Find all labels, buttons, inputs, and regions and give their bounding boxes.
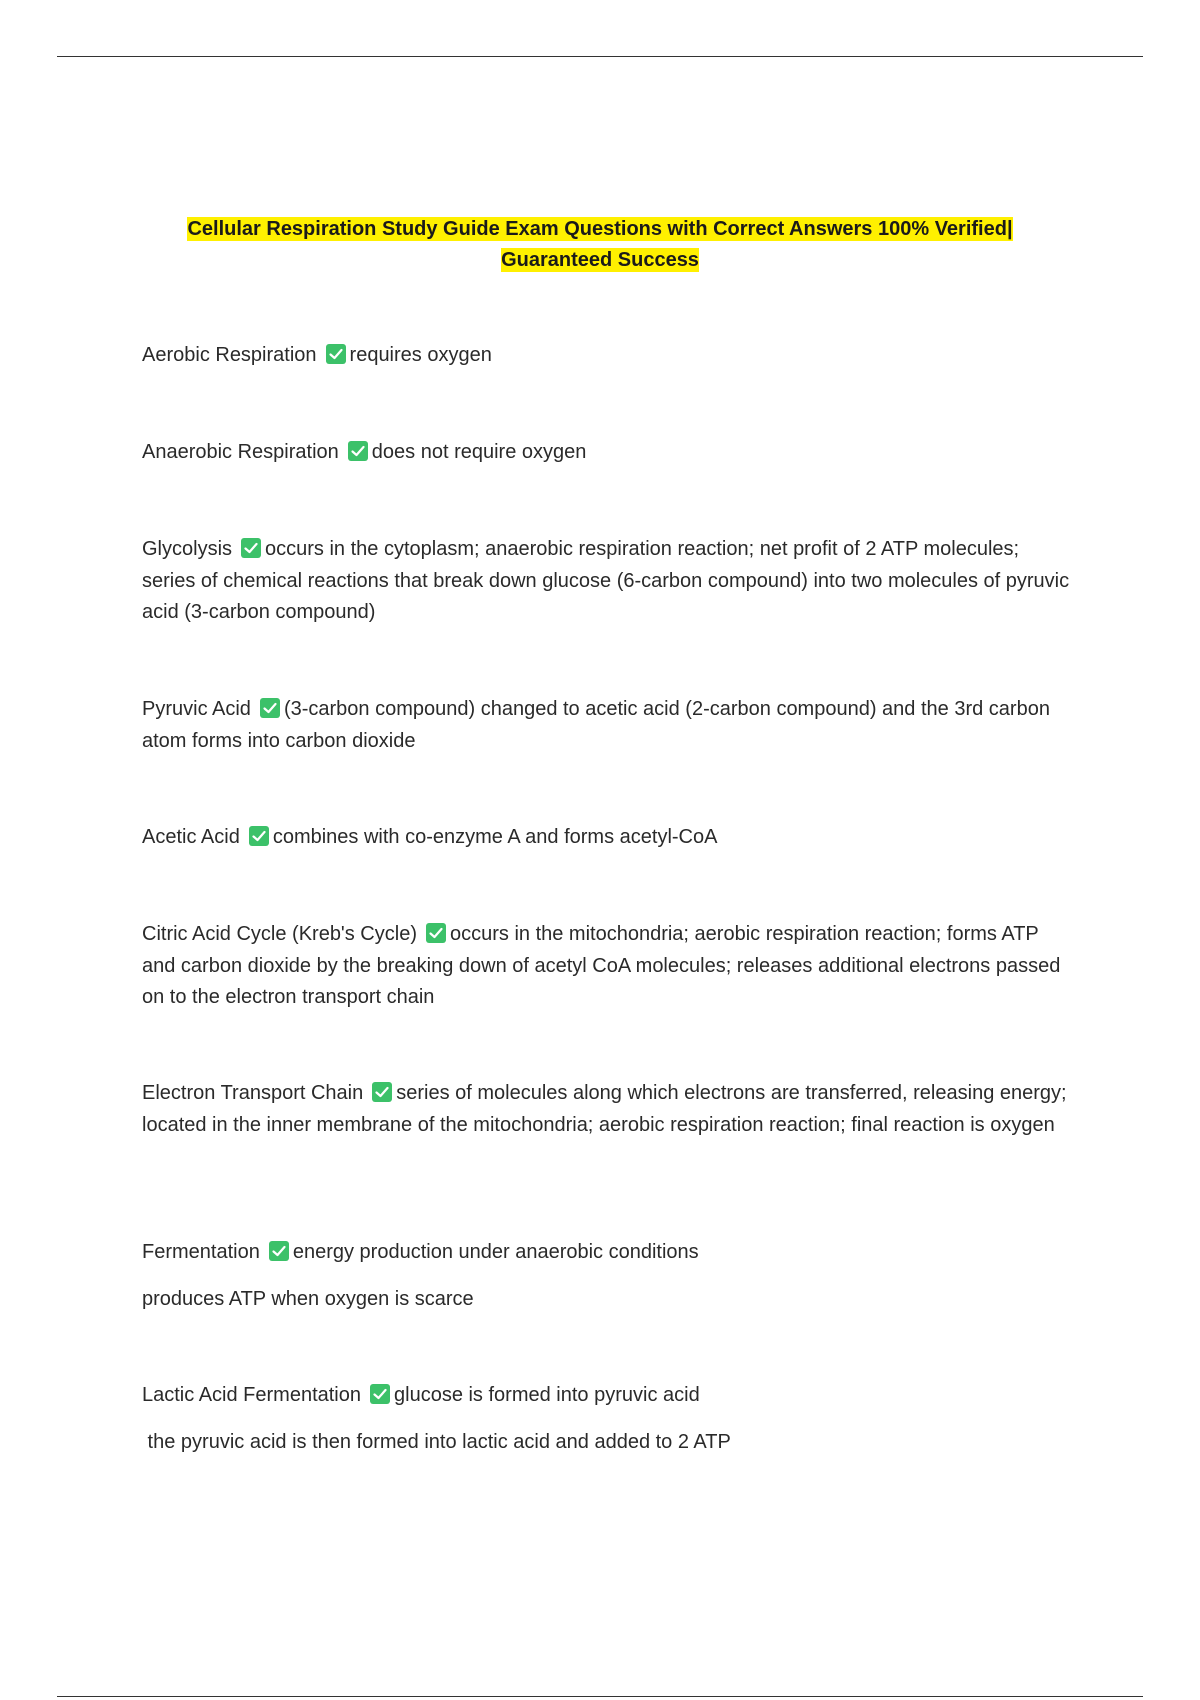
entry-definition: energy production under anaerobic conditions bbox=[292, 1241, 699, 1263]
entry-term: Aerobic Respiration bbox=[142, 344, 317, 366]
top-rule bbox=[57, 56, 1143, 57]
qa-entry bbox=[142, 694, 1072, 757]
entry-term: Acetic Acid bbox=[142, 826, 240, 848]
entry-extra-line: produces ATP when oxygen is scarce bbox=[142, 1288, 474, 1310]
qa-entry bbox=[142, 1237, 1072, 1269]
entry-term: Pyruvic Acid bbox=[142, 698, 251, 720]
qa-entry bbox=[142, 1078, 1072, 1141]
checkmark-icon bbox=[372, 1082, 392, 1102]
entry-term: Fermentation bbox=[142, 1241, 260, 1263]
entry-term: Electron Transport Chain bbox=[142, 1082, 364, 1104]
entry-definition: combines with co-enzyme A and forms acetyl-CoA bbox=[272, 826, 718, 848]
entry-term: Glycolysis bbox=[142, 538, 233, 560]
qa-entry bbox=[142, 534, 1072, 629]
document-title bbox=[120, 214, 1080, 276]
checkmark-icon bbox=[260, 698, 280, 718]
entry-term: Citric Acid Cycle (Kreb's Cycle) bbox=[142, 923, 417, 945]
title-line-1: Cellular Respiration Study Guide Exam Questions with Correct Answers 100% Verified| bbox=[187, 218, 1013, 240]
title-line-2: Guaranteed Success bbox=[501, 249, 699, 271]
entry-definition: series of molecules along which electrons are transferred, releasing energy; located in the inner membrane of the mitochondria; aerobic respiration reaction; final reaction is oxygen bbox=[142, 1082, 1067, 1136]
checkmark-icon bbox=[249, 826, 269, 846]
qa-entry bbox=[142, 919, 1072, 1014]
entry-definition: glucose is formed into pyruvic acid bbox=[394, 1384, 700, 1406]
checkmark-icon bbox=[426, 923, 446, 943]
entry-term: Anaerobic Respiration bbox=[142, 441, 339, 463]
qa-entry bbox=[142, 340, 1072, 372]
qa-entry bbox=[142, 822, 1072, 854]
checkmark-icon bbox=[269, 1241, 289, 1261]
entry-definition: occurs in the cytoplasm; anaerobic respiration reaction; net profit of 2 ATP molecules; series of chemical reactions that break down glucose (6-carbon compound) into two molecules of pyruvic acid (3-carbon compound) bbox=[142, 538, 1070, 623]
entry-definition: requires oxygen bbox=[349, 344, 492, 366]
checkmark-icon bbox=[370, 1384, 390, 1404]
qa-entry bbox=[142, 437, 1072, 469]
entry-extra-line: the pyruvic acid is then formed into lactic acid and added to 2 ATP bbox=[142, 1431, 731, 1453]
entry-definition: does not require oxygen bbox=[371, 441, 587, 463]
qa-entry bbox=[142, 1380, 1072, 1412]
checkmark-icon bbox=[348, 441, 368, 461]
checkmark-icon bbox=[241, 538, 261, 558]
bottom-rule bbox=[57, 1696, 1143, 1697]
checkmark-icon bbox=[326, 344, 346, 364]
entry-definition: occurs in the mitochondria; aerobic respiration reaction; forms ATP and carbon dioxide by the breaking down of acetyl CoA molecules; releases additional electrons passed on to the electron transport chain bbox=[142, 923, 1061, 1008]
entry-definition: (3-carbon compound) changed to acetic acid (2-carbon compound) and the 3rd carbon atom forms into carbon dioxide bbox=[142, 698, 1050, 752]
entry-term: Lactic Acid Fermentation bbox=[142, 1384, 361, 1406]
